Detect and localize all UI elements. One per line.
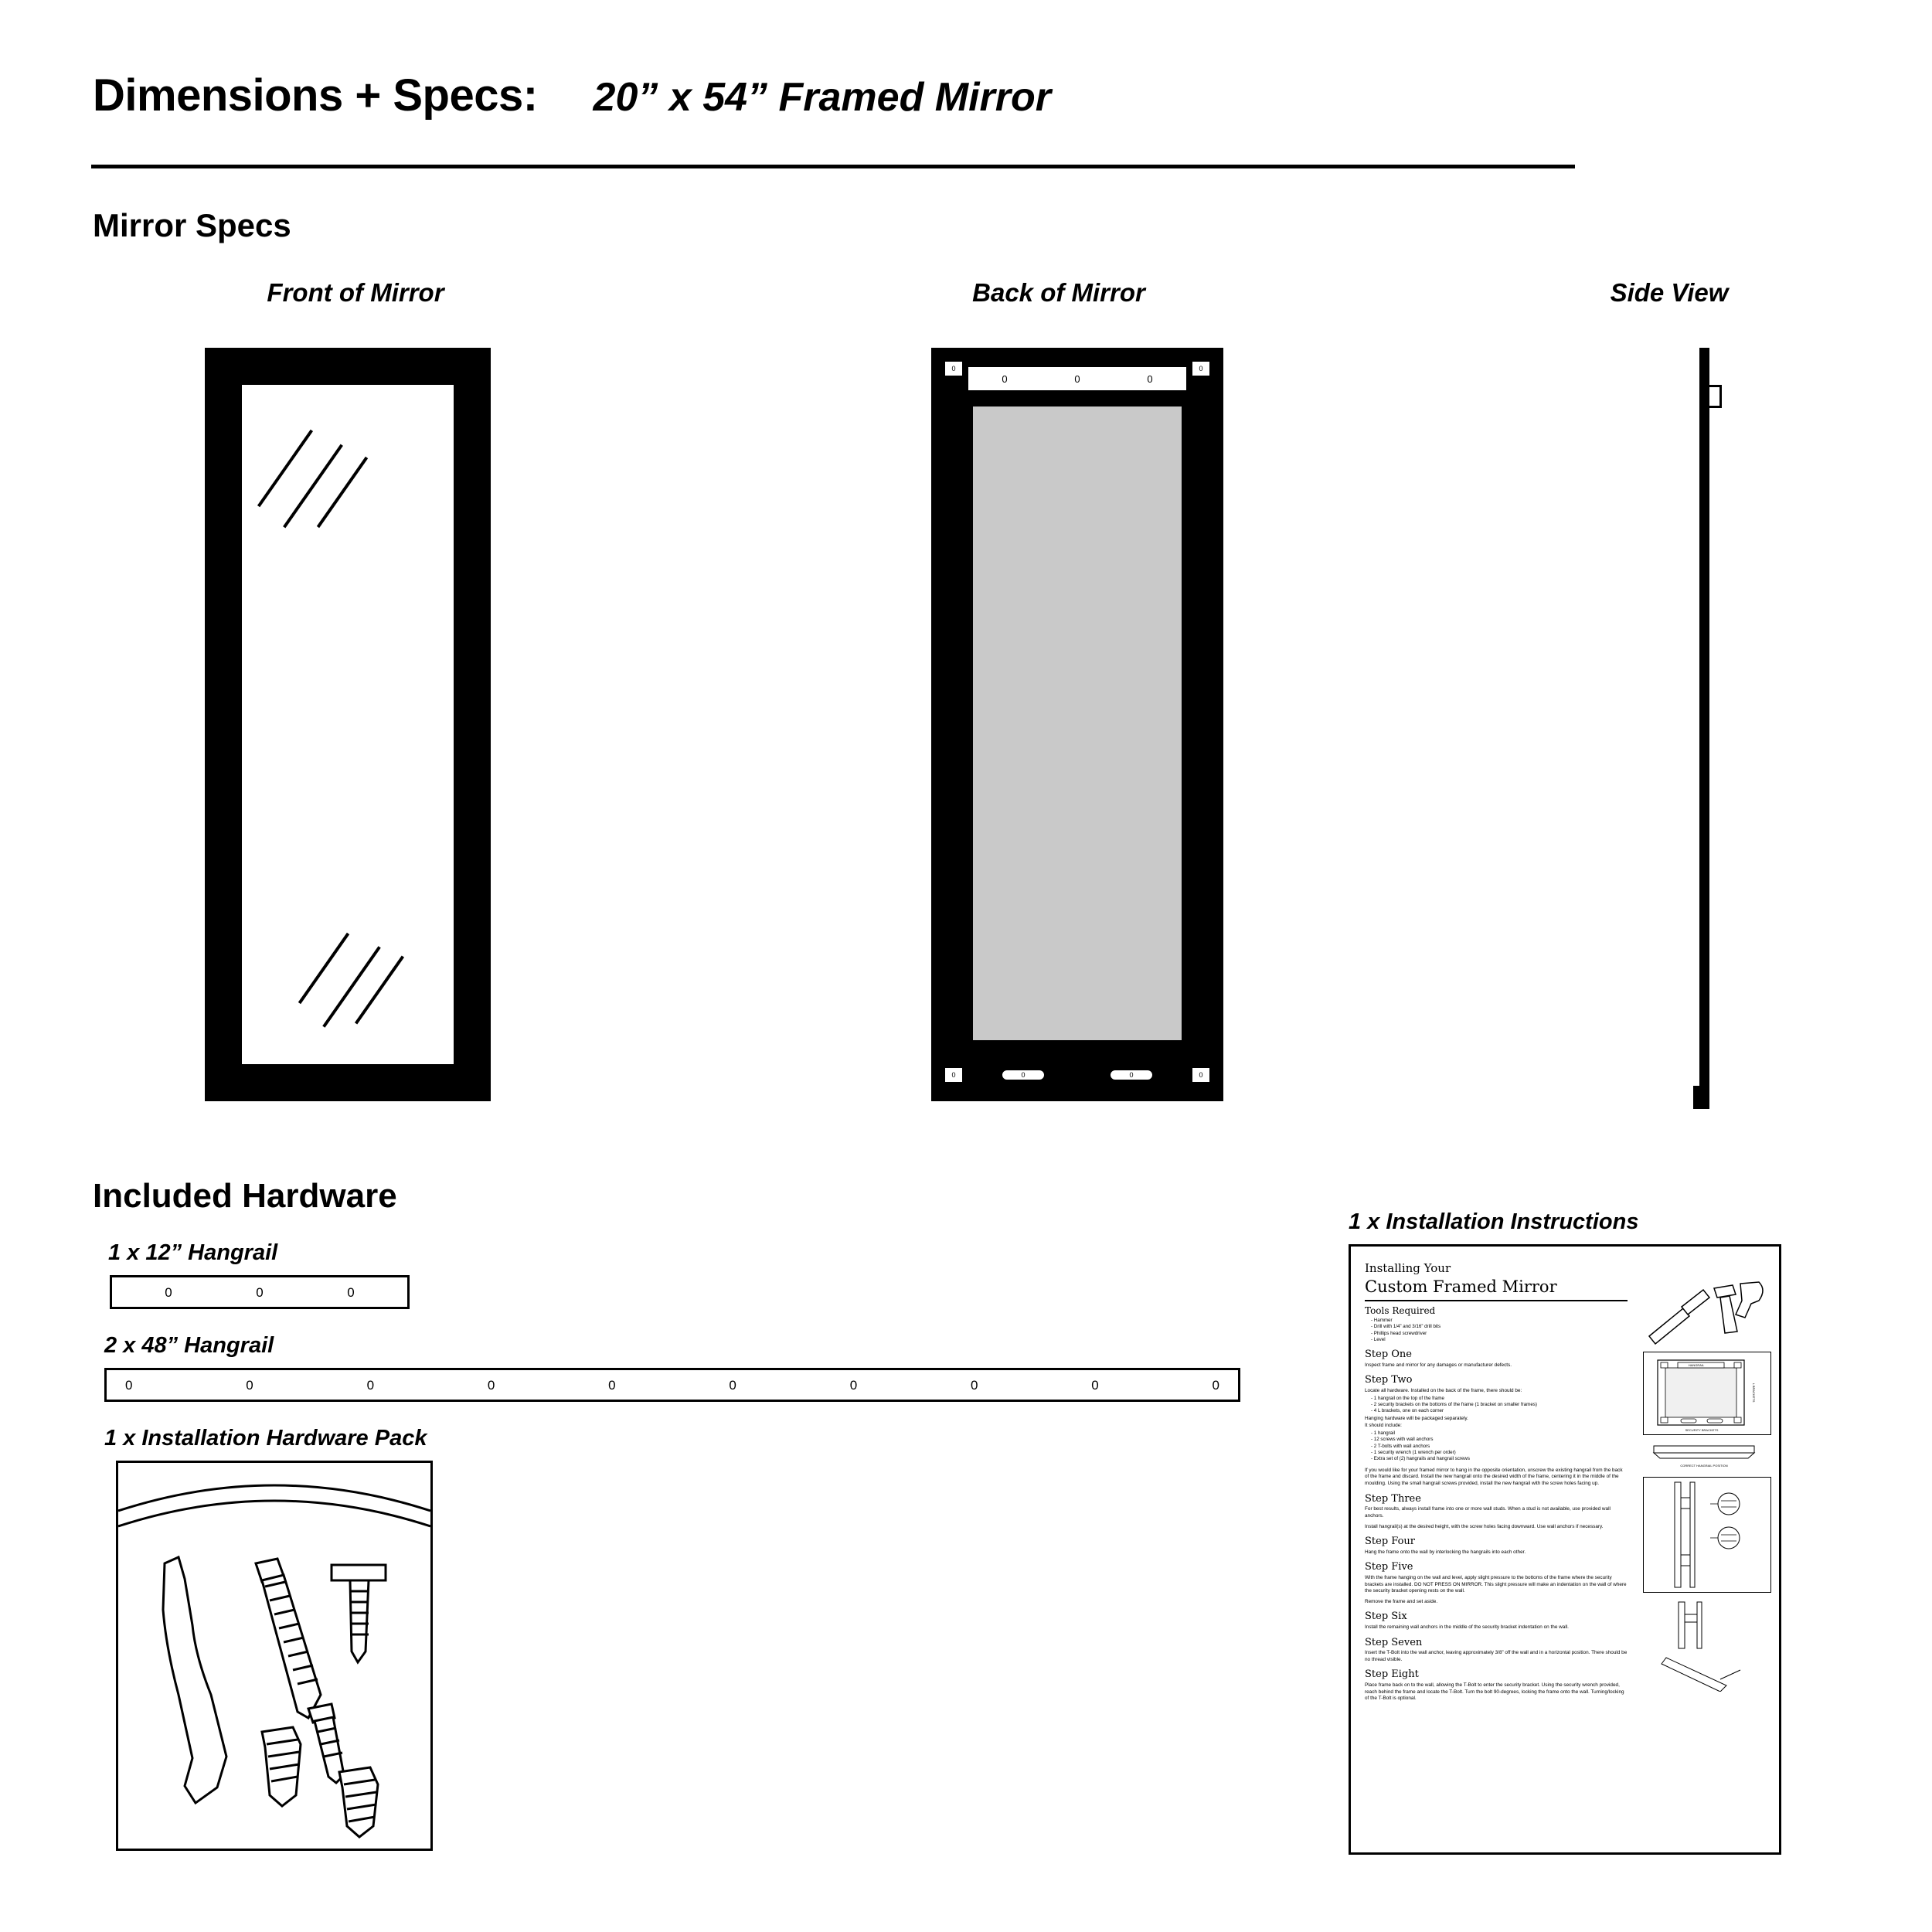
step-heading: Step Three: [1365, 1492, 1421, 1505]
hangrail-48-illustration: [104, 1368, 1240, 1402]
hardware-item: - 12 screws with wall anchors: [1371, 1437, 1434, 1443]
rail-hole: 0: [165, 1284, 172, 1300]
step-body: Locate all hardware. Installed on the back of the frame, there should be:: [1365, 1387, 1522, 1393]
svg-text:CORRECT HANGRAIL POSITION: CORRECT HANGRAIL POSITION: [1680, 1464, 1728, 1468]
hardware-pack-bag-illustration: [116, 1461, 433, 1851]
instructions-diagram-column: [1643, 1277, 1771, 1698]
hardware-item: - 4 L brackets, one on each corner: [1371, 1408, 1444, 1414]
l-bracket-bottom-left: 0: [944, 1066, 964, 1083]
tool-item: - Phillips head screwdriver: [1371, 1330, 1427, 1336]
t-bolt-diagram: [1643, 1599, 1771, 1692]
hardware-label-12-hangrail: 1 x 12” Hangrail: [108, 1240, 278, 1265]
view-label-side: Side View: [1610, 278, 1729, 307]
glass-sheen-line: [298, 933, 349, 1004]
hangrail-position-svg: [1643, 1441, 1770, 1471]
hardware-item: - 2 T-bolts with wall anchors: [1371, 1443, 1430, 1449]
step-body: With the frame hanging on the wall and level, apply slight pressure to the bottoms of the frame where the security brackets are installed. DO NOT PRESS ON MIRROR. This slight pressure will make an indentation on the wall of where the security bracket opening rests on the wall.: [1365, 1574, 1627, 1594]
hangrail-12-illustration: [110, 1275, 410, 1309]
rail-hole: 0: [1212, 1377, 1219, 1393]
view-label-front: Front of Mirror: [267, 278, 444, 307]
svg-text:L BRACKETS: L BRACKETS: [1752, 1383, 1756, 1403]
security-bracket-right: 0: [1109, 1069, 1154, 1081]
step-two-packaged-hardware-list: [1371, 1430, 1628, 1463]
step-body: Install hangrail(s) at the desired height, with the screw holes facing downward. Use wall anchors if necessary.: [1365, 1523, 1604, 1529]
tools-diagram-svg: [1643, 1277, 1771, 1345]
step-body: If you would like for your framed mirror to hang in the opposite orientation, unscrew the existing hangrail from the back of the frame and discard. Install the new hangrail onto the desired width of the frame, centering it in the middle of the moulding. Using the small hangrail screws provided, install the new hangrail with the screw holes facing up.: [1365, 1467, 1623, 1487]
tools-diagram: [1643, 1277, 1771, 1345]
side-view-illustration: [1689, 348, 1719, 1109]
rail-hole: 0: [256, 1284, 264, 1300]
instructions-caption: 1 x Installation Instructions: [1349, 1209, 1639, 1234]
hardware-item: - 1 hangrail: [1371, 1430, 1395, 1436]
page-subtitle: 20” x 54” Framed Mirror: [593, 75, 1052, 120]
tools-required-list: [1371, 1318, 1628, 1343]
rail-hole: 0: [125, 1377, 133, 1393]
hangrail-hole: 0: [1074, 372, 1080, 385]
glass-sheen-line: [355, 955, 404, 1024]
section-title-mirror-specs: Mirror Specs: [93, 207, 291, 243]
svg-text:HANGRAIL: HANGRAIL: [1688, 1363, 1705, 1367]
step-body: Inspect frame and mirror for any damages or manufacturer defects.: [1365, 1362, 1512, 1368]
step-heading: Step Five: [1365, 1561, 1413, 1573]
step-body: Hang the frame onto the wall by interlocking the hangrails into each other.: [1365, 1549, 1526, 1555]
step-heading: Step Four: [1365, 1536, 1415, 1548]
front-mirror-illustration: [205, 348, 491, 1101]
instructions-title-line2: Custom Framed Mirror: [1365, 1276, 1628, 1301]
step-two-frame-hardware-list: [1371, 1396, 1628, 1415]
interlock-diagram: [1643, 1477, 1771, 1593]
rail-hole: 0: [729, 1377, 736, 1393]
frame-back-diagram-svg: [1644, 1352, 1770, 1434]
l-bracket-bottom-right: 0: [1191, 1066, 1211, 1083]
section-title-included-hardware: Included Hardware: [93, 1177, 397, 1215]
side-hangrail-clip: [1709, 385, 1722, 408]
view-label-back: Back of Mirror: [972, 278, 1145, 307]
rail-hole: 0: [366, 1377, 375, 1393]
side-profile-bar: [1699, 348, 1709, 1109]
side-bracket-foot: [1693, 1086, 1701, 1109]
hardware-item: - 1 security wrench (1 wrench per order): [1371, 1450, 1456, 1456]
page-title: Dimensions + Specs:: [93, 70, 538, 121]
rail-hole: 0: [970, 1377, 978, 1393]
step-heading: Step Two: [1365, 1374, 1413, 1386]
tool-item: - Level: [1371, 1336, 1386, 1342]
rail-hole: 0: [487, 1377, 495, 1393]
back-mirror-illustration: [931, 348, 1223, 1101]
hardware-label-install-pack: 1 x Installation Hardware Pack: [104, 1426, 427, 1451]
tool-item: - Hammer: [1371, 1317, 1393, 1323]
back-hangrail: [967, 366, 1188, 392]
step-heading: Step One: [1365, 1349, 1413, 1361]
hangrail-hole: 0: [1147, 372, 1153, 385]
step-body: Place frame back on to the wall, allowing the T-Bolt to enter the security bracket. Using the security wrench provided, reach behind the frame and locate the T-Bolt. Turn the bolt 90-degrees, locking the frame onto the wall. Turning/locking of the T-Bolt is optional.: [1365, 1682, 1624, 1702]
installation-instructions-sheet: [1349, 1244, 1781, 1855]
tool-item: - Drill with 1/4” and 3/16” drill bits: [1371, 1324, 1441, 1330]
l-bracket-top-left: 0: [944, 360, 964, 377]
hardware-item: - 2 security brackets on the bottoms of the frame (1 bracket on smaller frames): [1371, 1401, 1537, 1407]
l-bracket-top-right: 0: [1191, 360, 1211, 377]
step-body: It should include:: [1365, 1423, 1402, 1429]
step-body: Remove the frame and set aside.: [1365, 1598, 1438, 1604]
hardware-label-48-hangrail: 2 x 48” Hangrail: [104, 1333, 274, 1358]
step-body: Hanging hardware will be packaged separately.: [1365, 1415, 1468, 1421]
hangrail-hole: 0: [1002, 372, 1008, 385]
tools-required-heading: Tools Required: [1365, 1304, 1436, 1316]
header-divider: [91, 165, 1575, 168]
interlock-diagram-svg: [1644, 1478, 1770, 1592]
instructions-text-column: [1365, 1260, 1628, 1702]
rail-hole: 0: [1091, 1377, 1099, 1393]
hardware-item: - Extra set of (2) hangrails and hangrail screws: [1371, 1456, 1470, 1462]
step-heading: Step Six: [1365, 1611, 1407, 1623]
mirror-glass-front: [242, 385, 454, 1064]
rail-hole: 0: [608, 1377, 616, 1393]
security-bracket-left: 0: [1001, 1069, 1046, 1081]
rail-hole: 0: [246, 1377, 253, 1393]
svg-text:SECURITY BRACKETS: SECURITY BRACKETS: [1685, 1428, 1719, 1432]
t-bolt-diagram-svg: [1643, 1599, 1770, 1692]
page-header: [93, 70, 1561, 121]
hardware-item: - 1 hangrail on the top of the frame: [1371, 1395, 1444, 1401]
hangrail-position-diagram: [1643, 1441, 1771, 1471]
frame-back-diagram: [1643, 1352, 1771, 1435]
instructions-title-line1: Installing Your: [1365, 1261, 1451, 1275]
step-heading: Step Seven: [1365, 1636, 1423, 1648]
hardware-pack-contents-svg: [118, 1463, 430, 1849]
rail-hole: 0: [347, 1284, 355, 1300]
step-body: Insert the T-Bolt into the wall anchor, leaving approximately 3/8” off the wall and in a horizontal position. There should be no thread visible.: [1365, 1650, 1628, 1662]
mirror-backing-panel: [973, 406, 1182, 1040]
step-body: Install the remaining wall anchors in the middle of the security bracket indentation on the wall.: [1365, 1624, 1569, 1630]
step-heading: Step Eight: [1365, 1668, 1419, 1681]
step-body: For best results, always install frame into one or more wall studs. When a stud is not available, use provided wall anchors.: [1365, 1506, 1611, 1519]
rail-hole: 0: [849, 1377, 858, 1393]
